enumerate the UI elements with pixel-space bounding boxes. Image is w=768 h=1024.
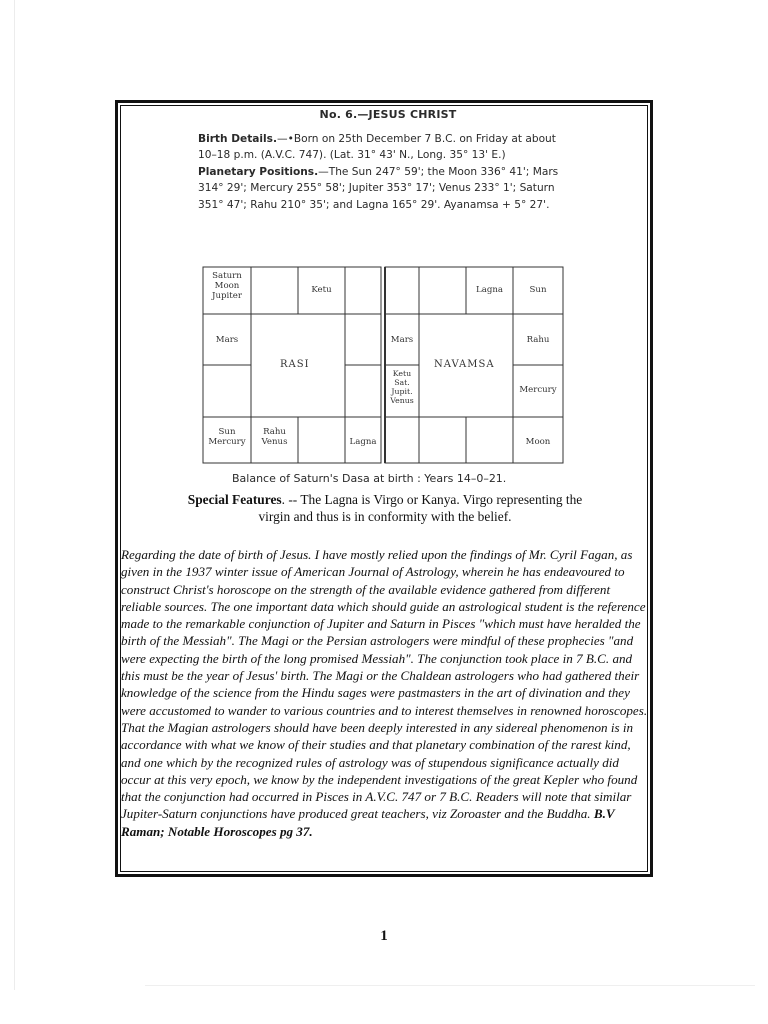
rasi-cell-sagittarius: Sun Mercury xyxy=(208,427,246,447)
rasi-label: RASI xyxy=(280,359,310,370)
rasi-cell-pisces: Saturn Moon Jupiter xyxy=(212,271,242,301)
special-features xyxy=(180,491,590,525)
rasi-cell-scorpio: Rahu Venus xyxy=(261,427,288,447)
birth-details xyxy=(198,131,570,164)
rasi-cell-aquarius: Mars xyxy=(215,335,239,345)
navamsa-cell-gemini: Sun xyxy=(529,285,547,295)
special-features-label: Special Features xyxy=(187,492,282,507)
horoscope-charts xyxy=(200,265,564,467)
scanned-excerpt xyxy=(198,108,570,213)
navamsa-label: NAVAMSA xyxy=(434,359,495,370)
navamsa-cell-aquarius: Mars xyxy=(390,335,414,345)
navamsa-cell-virgo: Moon xyxy=(525,437,551,447)
rasi-cell-virgo: Lagna xyxy=(349,437,377,447)
birth-details-text: —•Born on 25th December 7 B.C. on Friday at about 10–18 p.m. (A.V.C. 747). (Lat. 31° 43' N., Long. 35° 13' E.) xyxy=(198,133,556,162)
navamsa-cell-cancer: Rahu xyxy=(526,335,550,345)
reference-citation: B.V Raman; Notable Horoscopes pg 37. xyxy=(121,806,615,839)
planetary-positions-text: —The Sun 247° 59'; the Moon 336° 41'; Mars 314° 29'; Mercury 255° 58'; Jupiter 353° 17'; Venus 233° 1'; Saturn 351° 47'; Rahu 210° 35'; and Lagna 165° 29'. Ayanamsa + 5° 27'. xyxy=(198,165,559,211)
navamsa-cell-leo: Mercury xyxy=(519,385,557,395)
horoscope-title: No. 6.—JESUS CHRIST xyxy=(319,108,457,121)
dasa-balance: Balance of Saturn's Dasa at birth : Years 14–0–21. xyxy=(232,472,507,485)
page-edge-bottom xyxy=(145,985,755,986)
planetary-positions-label: Planetary Positions. xyxy=(198,165,319,178)
special-features-text: . -- The Lagna is Virgo or Kanya. Virgo representing the virgin and thus is in conformity with the belief. xyxy=(258,492,583,524)
navamsa-cell-taurus: Lagna xyxy=(476,285,503,295)
commentary xyxy=(121,546,651,840)
birth-details-label: Birth Details. xyxy=(198,133,278,145)
planetary-positions xyxy=(198,164,570,213)
commentary-text: Regarding the date of birth of Jesus. I have mostly relied upon the findings of Mr. Cyril Fagan, as given in the 1937 winter issue of American Journal of Astrology, wherein he has endeavoured to construct Christ's horoscope on the strength of the available evidence gathered from different reliable sources. The one important data which should guide an astrological student is the reference made to the remarkable conjunction of Jupiter and Saturn in Pisces "which must have heralded the birth of the Messiah". The Magi or the Persian astrologers were mindful of these prophecies "and were expecting the birth of the long promised Messiah". The conjunction took place in 7 B.C. and this must be the year of Jesus' birth. The Magi or the Chaldean astrologers who had gathered their knowledge of the science from the Hindu sages were pastmasters in the art of divination and they were accustomed to wander to various countries and to interest themselves in renowned horoscopes. That the Magian astrologers should have been deeply interested in any sidereal phenomenon is in accordance with what we know of their studies and that planetary combination of the rarest kind, and one which by the recognized rules of astrology was of stupendous significance actually did occur at this very epoch, we know by the independent investigations of the great Kepler who found that the conjunction had occurred in Pisces in A.V.C. 747 or 7 B.C. Readers will note that similar Jupiter-Saturn conjunctions have produced great teachers, viz Zoroaster and the Buddha. xyxy=(121,547,648,822)
page-edge-left xyxy=(14,0,15,990)
navamsa-cell-capricorn: Ketu Sat. Jupit. Venus xyxy=(390,369,414,405)
page-number: 1 xyxy=(380,928,388,944)
rasi-cell-taurus: Ketu xyxy=(311,285,332,295)
